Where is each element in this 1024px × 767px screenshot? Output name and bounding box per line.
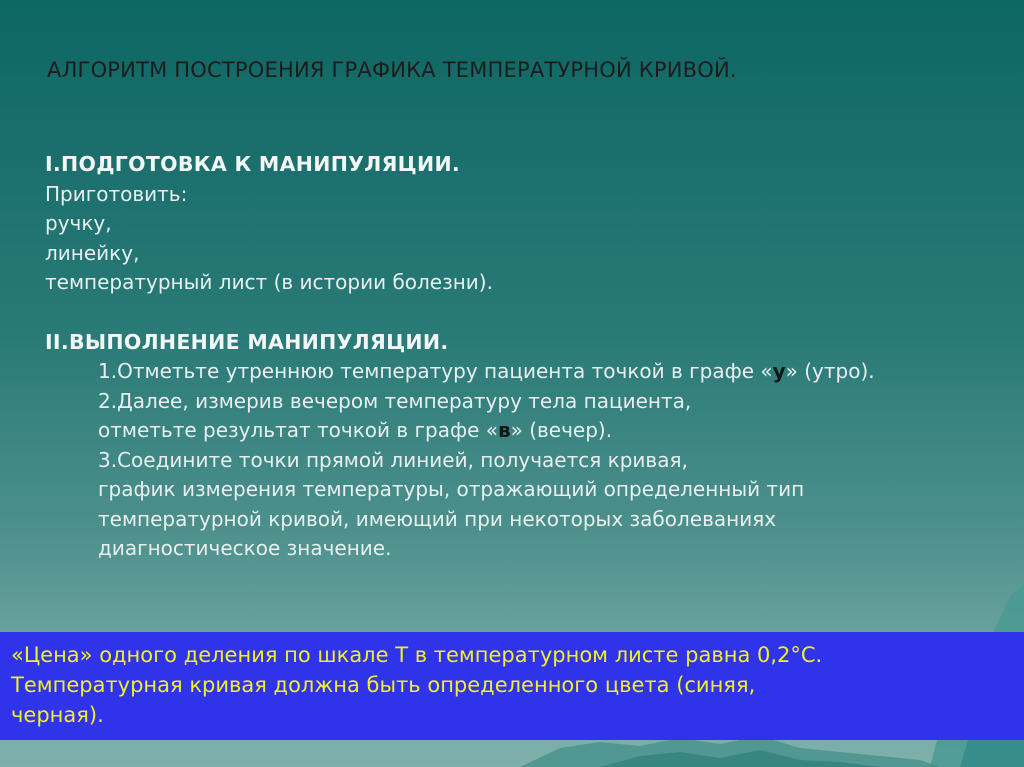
note-box xyxy=(0,632,1024,740)
step3-line: график измерения температуры, отражающий определенный тип xyxy=(98,477,805,501)
section1-line: ручку, xyxy=(45,211,112,235)
note-line: Температурная кривая должна быть определенного цвета (синяя, xyxy=(11,673,756,697)
section1-line: Приготовить: xyxy=(45,181,188,206)
step3-line: температурной кривой, имеющий при некоторых заболеваниях xyxy=(98,506,777,531)
note-line: черная). xyxy=(11,703,104,727)
step3-line: 3.Соедините точки прямой линией, получается кривая, xyxy=(98,447,688,472)
step1-line xyxy=(45,357,1024,387)
slide-title: АЛГОРИТМ ПОСТРОЕНИЯ ГРАФИКА ТЕМПЕРАТУРНОЙ КРИВОЙ. xyxy=(47,58,737,82)
step1-text: 1.Отметьте утреннюю температуру пациента точкой в графе « xyxy=(98,359,773,383)
section1-line: линейку, xyxy=(45,240,140,265)
step1-bold-letter: у xyxy=(772,359,786,383)
slide-content xyxy=(45,150,1024,564)
step2-text-end: » (вечер). xyxy=(510,418,613,442)
note-line: «Цена» одного деления по шкале Т в температурном листе равна 0,2°С. xyxy=(11,643,823,667)
step2-line: 2.Далее, измерив вечером температуру тела пациента, xyxy=(98,388,692,413)
section1-line: температурный лист (в истории болезни). xyxy=(45,270,493,294)
step1-text-end: » (утро). xyxy=(785,359,875,383)
step3-line: диагностическое значение. xyxy=(98,536,392,560)
section1-heading: I.ПОДГОТОВКА К МАНИПУЛЯЦИИ. xyxy=(45,152,461,176)
section2-heading: II.ВЫПОЛНЕНИЕ МАНИПУЛЯЦИИ. xyxy=(45,329,449,354)
step2-bold-letter: в xyxy=(497,418,511,442)
step2-text: отметьте результат точкой в графе « xyxy=(98,418,498,442)
step2-line-2 xyxy=(45,416,1024,446)
spacer xyxy=(45,298,1024,328)
